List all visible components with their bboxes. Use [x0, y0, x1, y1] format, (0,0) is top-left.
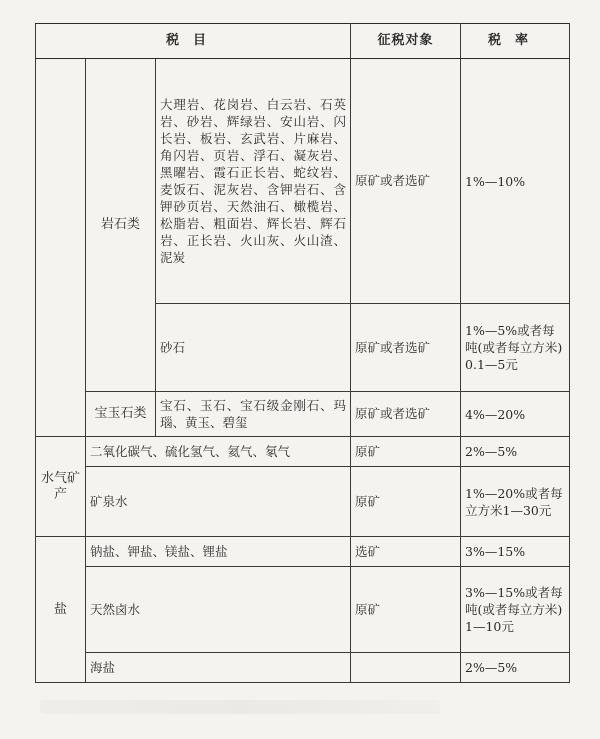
- item-list: 海盐: [86, 653, 351, 683]
- tax-object: 原矿或者选矿: [351, 59, 461, 304]
- tax-rate: 3%—15%: [461, 537, 570, 567]
- resource-tax-table: [35, 23, 570, 683]
- tax-object: [351, 653, 461, 683]
- tax-rate: 1%—20%或者每立方米1—30元: [461, 467, 570, 537]
- table-row: [36, 653, 570, 683]
- tax-rate: 2%—5%: [461, 437, 570, 467]
- table-header-row: [36, 24, 570, 59]
- tax-rate: 1%—10%: [461, 59, 570, 304]
- blank-category-cell: [36, 59, 86, 437]
- tax-object: 原矿或者选矿: [351, 392, 461, 437]
- category-salt: 盐: [36, 537, 86, 683]
- subcategory-rock: 岩石类: [86, 59, 156, 392]
- table-row: [36, 567, 570, 653]
- item-list: 砂石: [156, 304, 351, 392]
- tax-object: 选矿: [351, 537, 461, 567]
- faded-footer-text: [40, 700, 440, 714]
- subcategory-gem: 宝玉石类: [86, 392, 156, 437]
- header-rate: 税率: [461, 24, 570, 59]
- tax-object: 原矿或者选矿: [351, 304, 461, 392]
- table-row: [36, 467, 570, 537]
- tax-rate: 2%—5%: [461, 653, 570, 683]
- item-list: 天然卤水: [86, 567, 351, 653]
- item-list: 宝石、玉石、宝石级金刚石、玛瑙、黄玉、碧玺: [156, 392, 351, 437]
- header-item: 税目: [36, 24, 351, 59]
- table-row: [36, 392, 570, 437]
- tax-object: 原矿: [351, 567, 461, 653]
- table-row: [36, 59, 570, 304]
- item-list: 钠盐、钾盐、镁盐、锂盐: [86, 537, 351, 567]
- table-row: [36, 437, 570, 467]
- tax-rate: 1%—5%或者每吨(或者每立方米)0.1—5元: [461, 304, 570, 392]
- item-list: 二氧化碳气、硫化氢气、氦气、氡气: [86, 437, 351, 467]
- tax-object: 原矿: [351, 437, 461, 467]
- category-water-gas: 水气矿产: [36, 437, 86, 537]
- header-object: 征税对象: [351, 24, 461, 59]
- tax-rate: 4%—20%: [461, 392, 570, 437]
- tax-rate: 3%—15%或者每吨(或者每立方米)1—10元: [461, 567, 570, 653]
- table-row: [36, 537, 570, 567]
- item-list: 大理岩、花岗岩、白云岩、石英岩、砂岩、辉绿岩、安山岩、闪长岩、板岩、玄武岩、片麻岩、角闪岩、页岩、浮石、凝灰岩、黑曜岩、霞石正长岩、蛇纹岩、麦饭石、泥灰岩、含钾岩石、含钾砂页岩、天然油石、橄榄岩、松脂岩、粗面岩、辉长岩、辉石岩、正长岩、火山灰、火山渣、泥炭: [156, 59, 351, 304]
- tax-object: 原矿: [351, 467, 461, 537]
- item-list: 矿泉水: [86, 467, 351, 537]
